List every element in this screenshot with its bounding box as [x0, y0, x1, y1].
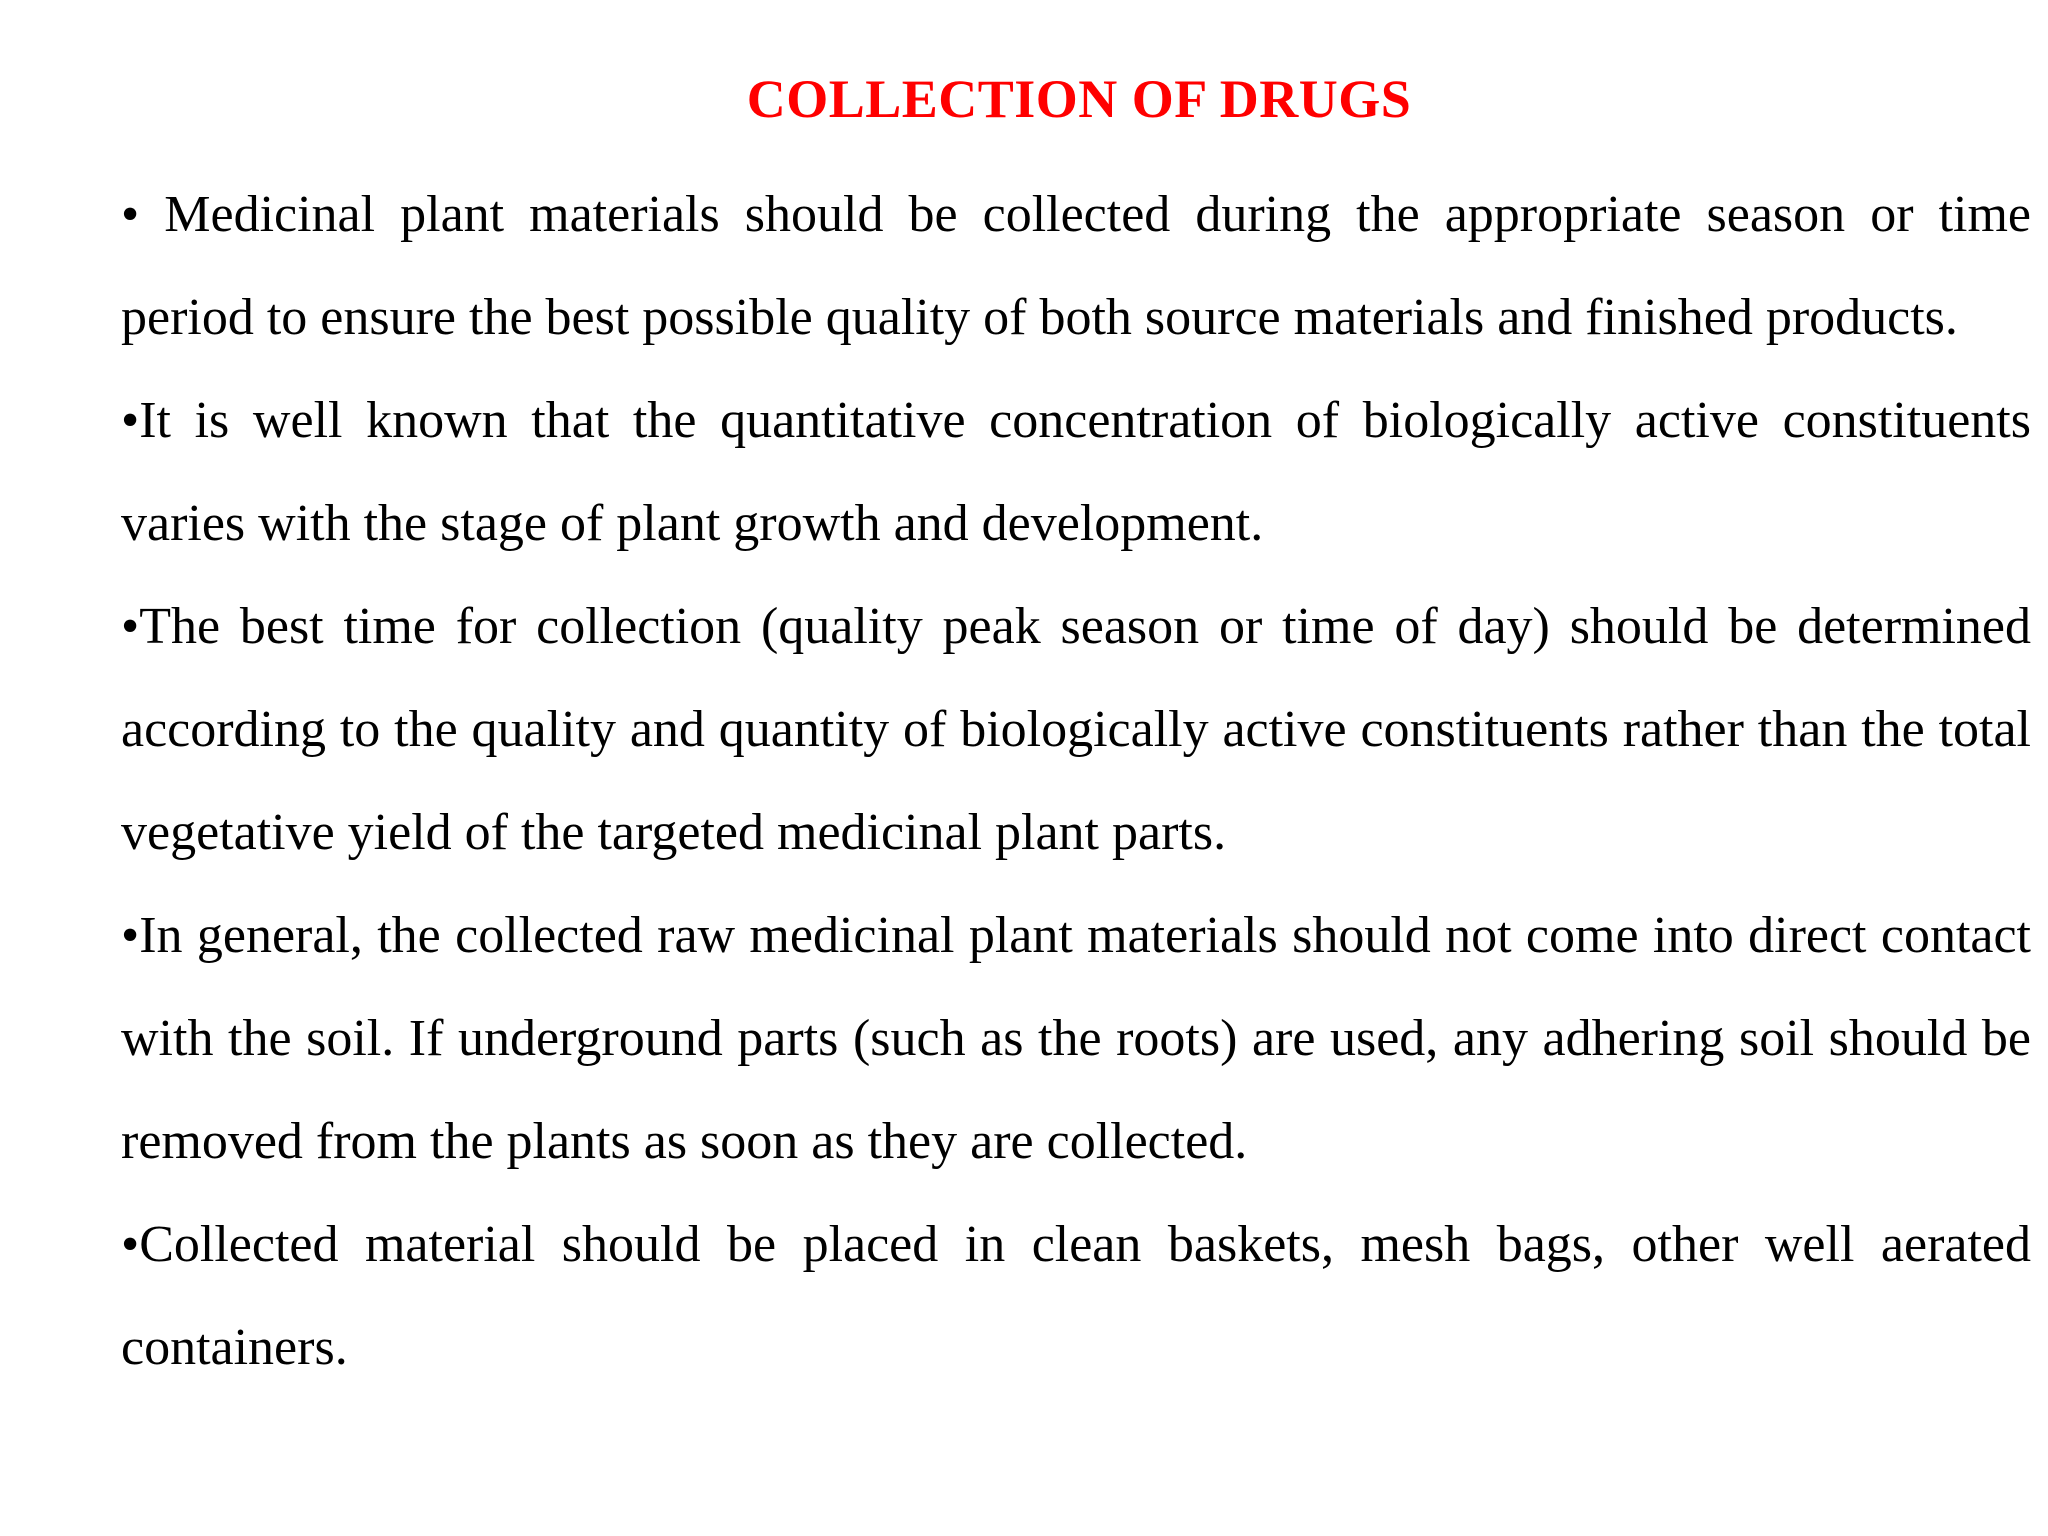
slide-title	[0, 66, 2048, 132]
bullet-item-soil-contact: •In general, the collected raw medicinal plant materials should not come into direct contact with the soil. If underground parts (such as the roots) are used, any adhering soil should be removed from the plants as soon as they are collected.	[121, 907, 2031, 1170]
slide-title-text: COLLECTION OF DRUGS	[746, 69, 1412, 129]
bullet-item-collection-season: • Medicinal plant materials should be collected during the appropriate season or time period to ensure the best possible quality of both source materials and finished products.	[121, 186, 2031, 346]
bullet-item-best-time: •The best time for collection (quality peak season or time of day) should be determined according to the quality and quantity of biologically active constituents rather than the total vegetative yield of the targeted medicinal plant parts.	[121, 598, 2031, 861]
bullet-item-concentration: •It is well known that the quantitative concentration of biologically active constituents varies with the stage of plant growth and development.	[121, 392, 2031, 552]
bullet-list	[121, 163, 2031, 1399]
bullet-item-containers: •Collected material should be placed in clean baskets, mesh bags, other well aerated containers.	[121, 1216, 2031, 1376]
